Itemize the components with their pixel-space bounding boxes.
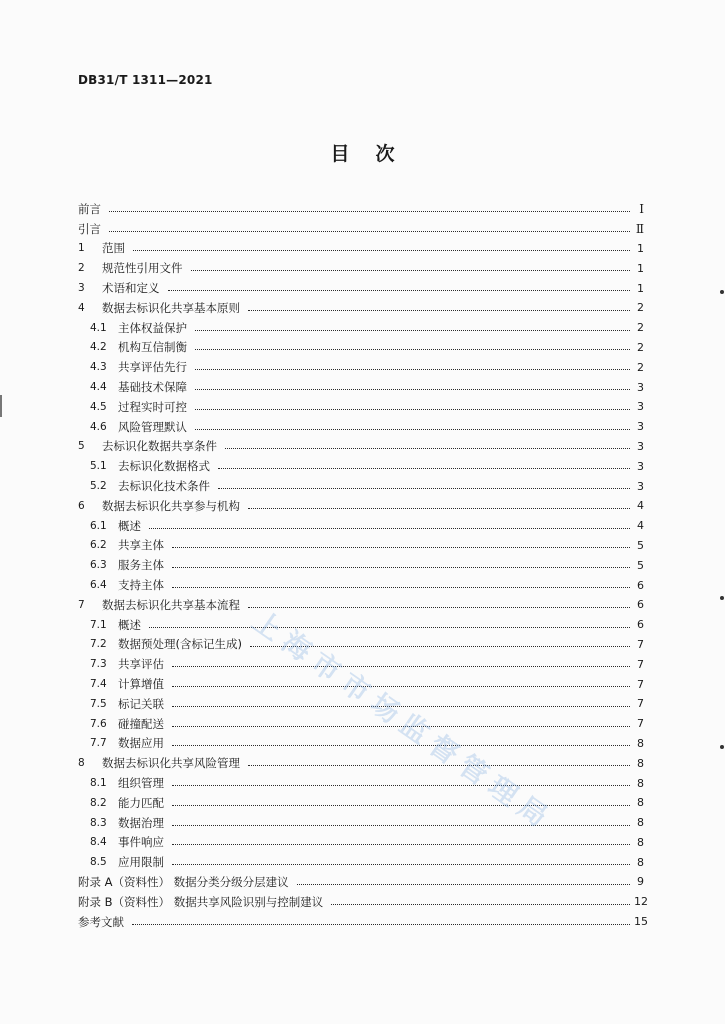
toc-entry-label: 数据去标识化共享风险管理 [102, 756, 240, 771]
toc-entry-page: 12 [634, 895, 648, 909]
toc-dot-leader [132, 923, 630, 925]
toc-entry-label: 标记关联 [118, 696, 164, 711]
toc-entry-label: 机构互信制衡 [118, 340, 187, 355]
toc-entry-label: 概述 [118, 518, 141, 533]
toc-entry-page: Ⅱ [635, 221, 644, 236]
toc-entry-page: 3 [637, 439, 644, 453]
document-code: DB31/T 1311—2021 [78, 73, 213, 87]
toc-entry-label: 规范性引用文件 [102, 261, 183, 276]
toc-entry[interactable] [78, 793, 644, 813]
toc-dot-leader [172, 586, 630, 588]
toc-entry[interactable] [78, 694, 644, 714]
toc-entry[interactable] [78, 417, 644, 437]
toc-entry[interactable] [78, 476, 644, 496]
toc-entry[interactable] [78, 357, 644, 377]
toc-entry-number: 6.1 [90, 519, 107, 532]
toc-entry-number: 6.4 [90, 579, 107, 592]
scan-dot [720, 596, 724, 600]
toc-entry-label: 主体权益保护 [118, 320, 187, 335]
toc-entry-label: 引言 [78, 221, 101, 236]
toc-dot-leader [172, 744, 630, 746]
toc-entry-label: 术语和定义 [102, 281, 160, 296]
toc-entry-number: 7.4 [90, 678, 107, 691]
toc-entry-page: 3 [637, 400, 644, 414]
toc-entry-number: 5 [78, 440, 85, 453]
toc-entry-number: 4 [78, 301, 85, 314]
toc-entry-page: 4 [637, 519, 644, 533]
toc-entry-label: 能力匹配 [118, 795, 164, 810]
toc-entry-label: 碰撞配送 [118, 716, 164, 731]
toc-entry-label: 共享评估 [118, 657, 164, 672]
toc-entry-label: 去标识化数据共享条件 [102, 439, 217, 454]
toc-entry[interactable] [78, 199, 644, 219]
toc-entry-label: 去标识化数据格式 [118, 459, 210, 474]
toc-entry-label: 范围 [102, 241, 125, 256]
toc-entry-page: 7 [637, 717, 644, 731]
toc-entry[interactable] [78, 536, 644, 556]
toc-entry[interactable] [78, 872, 644, 892]
toc-dot-leader [195, 329, 630, 331]
toc-entry-page: 4 [637, 499, 644, 513]
toc-entry-page: 2 [637, 301, 644, 315]
toc-entry[interactable] [78, 813, 644, 833]
toc-dot-leader [250, 645, 630, 647]
toc-dot-leader [172, 804, 630, 806]
toc-entry-number: 5.1 [90, 460, 107, 473]
toc-entry-label: 共享主体 [118, 538, 164, 553]
toc-dot-leader [172, 824, 630, 826]
toc-entry-label: 数据去标识化共享参与机构 [102, 498, 240, 513]
toc-entry-label: 共享评估先行 [118, 360, 187, 375]
toc-entry-page: 7 [637, 697, 644, 711]
toc-entry-label: 数据去标识化共享基本原则 [102, 300, 240, 315]
toc-entry-page: 5 [637, 558, 644, 572]
toc-dot-leader [225, 447, 630, 449]
toc-dot-leader [195, 368, 630, 370]
toc-entry-number: 4.2 [90, 341, 107, 354]
toc-entry-label: 去标识化技术条件 [118, 479, 210, 494]
toc-entry-label: 服务主体 [118, 558, 164, 573]
toc-entry-label: 计算增值 [118, 677, 164, 692]
toc-dot-leader [195, 428, 630, 430]
toc-entry-page: 8 [637, 796, 644, 810]
toc-entry-number: 4.6 [90, 420, 107, 433]
toc-entry-number: 8.2 [90, 796, 107, 809]
toc-entry[interactable] [78, 298, 644, 318]
toc-entry[interactable] [78, 654, 644, 674]
toc-entry-page: 3 [637, 380, 644, 394]
toc-entry-page: 1 [637, 261, 644, 275]
toc-entry-page: 2 [637, 321, 644, 335]
toc-entry[interactable] [78, 734, 644, 754]
toc-dot-leader [149, 527, 630, 529]
toc-dot-leader [248, 507, 630, 509]
toc-dot-leader [172, 784, 630, 786]
toc-entry[interactable] [78, 674, 644, 694]
toc-entry-label: 概述 [118, 617, 141, 632]
page-title: 目次 [330, 143, 421, 165]
toc-entry-page: 7 [637, 637, 644, 651]
toc-entry[interactable] [78, 318, 644, 338]
toc-entry-number: 1 [78, 242, 85, 255]
toc-entry[interactable] [78, 595, 644, 615]
toc-entry-page: 8 [637, 776, 644, 790]
toc-entry-label: 参考文献 [78, 914, 124, 929]
toc-entry-number: 6.3 [90, 559, 107, 572]
toc-dot-leader [109, 210, 630, 212]
toc-entry[interactable] [78, 615, 644, 635]
toc-entry-number: 8.5 [90, 856, 107, 869]
toc-entry[interactable] [78, 852, 644, 872]
toc-entry-number: 7.3 [90, 658, 107, 671]
toc-entry-page: 3 [637, 420, 644, 434]
table-of-contents [78, 199, 648, 931]
toc-entry-page: I [639, 201, 644, 216]
toc-entry-label: 前言 [78, 201, 101, 216]
toc-dot-leader [248, 764, 630, 766]
scan-edge-mark [0, 395, 2, 417]
toc-entry-page: 3 [637, 479, 644, 493]
toc-entry-number: 5.2 [90, 480, 107, 493]
toc-dot-leader [191, 269, 631, 271]
toc-entry[interactable] [78, 278, 644, 298]
toc-entry[interactable] [78, 456, 644, 476]
toc-entry-number: 8.4 [90, 836, 107, 849]
toc-entry-page: 2 [637, 340, 644, 354]
toc-entry-label: 过程实时可控 [118, 399, 187, 414]
toc-entry-label: 应用限制 [118, 855, 164, 870]
toc-entry-label: 数据去标识化共享基本流程 [102, 597, 240, 612]
toc-dot-leader [172, 725, 630, 727]
toc-entry-number: 7 [78, 598, 85, 611]
toc-entry-label: 事件响应 [118, 835, 164, 850]
toc-dot-leader [172, 685, 630, 687]
toc-entry-number: 4.5 [90, 400, 107, 413]
toc-entry-number: 8 [78, 757, 85, 770]
toc-dot-leader [195, 388, 630, 390]
toc-entry[interactable] [78, 496, 644, 516]
toc-entry-page: 6 [637, 618, 644, 632]
toc-dot-leader [172, 566, 630, 568]
toc-entry-label: 风险管理默认 [118, 419, 187, 434]
toc-dot-leader [331, 903, 630, 905]
scan-dot [720, 290, 724, 294]
toc-entry-page: 3 [637, 459, 644, 473]
toc-entry[interactable] [78, 635, 644, 655]
toc-entry-page: 8 [637, 816, 644, 830]
toc-entry[interactable] [78, 833, 644, 853]
toc-dot-leader [172, 665, 630, 667]
toc-dot-leader [172, 546, 630, 548]
toc-dot-leader [218, 487, 630, 489]
toc-entry-number: 2 [78, 262, 85, 275]
toc-entry-page: 9 [637, 875, 644, 889]
toc-entry-page: 8 [637, 736, 644, 750]
toc-entry-number: 7.2 [90, 638, 107, 651]
toc-entry-number: 4.1 [90, 321, 107, 334]
toc-entry[interactable] [78, 753, 644, 773]
toc-entry-label: 基础技术保障 [118, 380, 187, 395]
toc-entry-page: 6 [637, 578, 644, 592]
toc-entry-page: 5 [637, 538, 644, 552]
toc-entry-number: 6.2 [90, 539, 107, 552]
toc-entry-number: 8.3 [90, 816, 107, 829]
toc-entry-number: 7.5 [90, 697, 107, 710]
toc-entry-page: 8 [637, 835, 644, 849]
toc-entry[interactable] [78, 437, 644, 457]
toc-entry-label: 数据治理 [118, 815, 164, 830]
toc-dot-leader [172, 705, 630, 707]
toc-entry-number: 6 [78, 499, 85, 512]
toc-entry-label: 附录 B（资料性） 数据共享风险识别与控制建议 [78, 894, 324, 909]
toc-entry-label: 数据预处理(含标记生成) [118, 637, 242, 652]
toc-entry[interactable] [78, 773, 644, 793]
scan-dot [720, 745, 724, 749]
toc-entry[interactable] [78, 575, 644, 595]
toc-entry-number: 3 [78, 282, 85, 295]
toc-entry-page: 8 [637, 756, 644, 770]
toc-dot-leader [133, 249, 630, 251]
toc-entry-label: 数据应用 [118, 736, 164, 751]
toc-dot-leader [297, 883, 630, 885]
toc-dot-leader [248, 606, 630, 608]
toc-entry-page: 7 [637, 657, 644, 671]
toc-entry-page: 6 [637, 598, 644, 612]
toc-entry[interactable] [78, 892, 648, 912]
toc-entry-page: 2 [637, 360, 644, 374]
toc-entry-page: 1 [637, 241, 644, 255]
toc-entry[interactable] [78, 377, 644, 397]
toc-dot-leader [172, 863, 630, 865]
toc-dot-leader [172, 843, 630, 845]
toc-entry[interactable] [78, 239, 644, 259]
toc-entry[interactable] [78, 555, 644, 575]
toc-entry-label: 组织管理 [118, 776, 164, 790]
toc-entry-page: 1 [637, 281, 644, 295]
toc-dot-leader [218, 467, 630, 469]
toc-entry-number: 4.3 [90, 361, 107, 374]
toc-entry[interactable] [78, 397, 644, 417]
toc-entry-label: 附录 A（资料性） 数据分类分级分层建议 [78, 874, 289, 889]
toc-dot-leader [195, 348, 630, 350]
toc-entry[interactable] [78, 912, 648, 932]
toc-entry-number: 8.1 [90, 777, 107, 789]
toc-entry-number: 7.6 [90, 717, 107, 730]
toc-entry-page: 15 [634, 915, 648, 929]
watermark: 上海市市场监督管理局 [246, 604, 561, 838]
toc-entry-label: 支持主体 [118, 578, 164, 593]
toc-dot-leader [248, 309, 630, 311]
toc-entry-number: 7.1 [90, 618, 107, 631]
toc-dot-leader [109, 230, 630, 232]
toc-dot-leader [168, 289, 631, 291]
toc-entry[interactable] [78, 338, 644, 358]
toc-entry[interactable] [78, 714, 644, 734]
toc-entry-number: 7.7 [90, 737, 107, 750]
toc-dot-leader [149, 626, 630, 628]
toc-entry-page: 8 [637, 855, 644, 869]
toc-dot-leader [195, 408, 630, 410]
toc-entry-page: 7 [637, 677, 644, 691]
toc-entry[interactable] [78, 258, 644, 278]
toc-entry-number: 4.4 [90, 381, 107, 394]
toc-entry[interactable] [78, 516, 644, 536]
toc-entry[interactable] [78, 219, 644, 239]
